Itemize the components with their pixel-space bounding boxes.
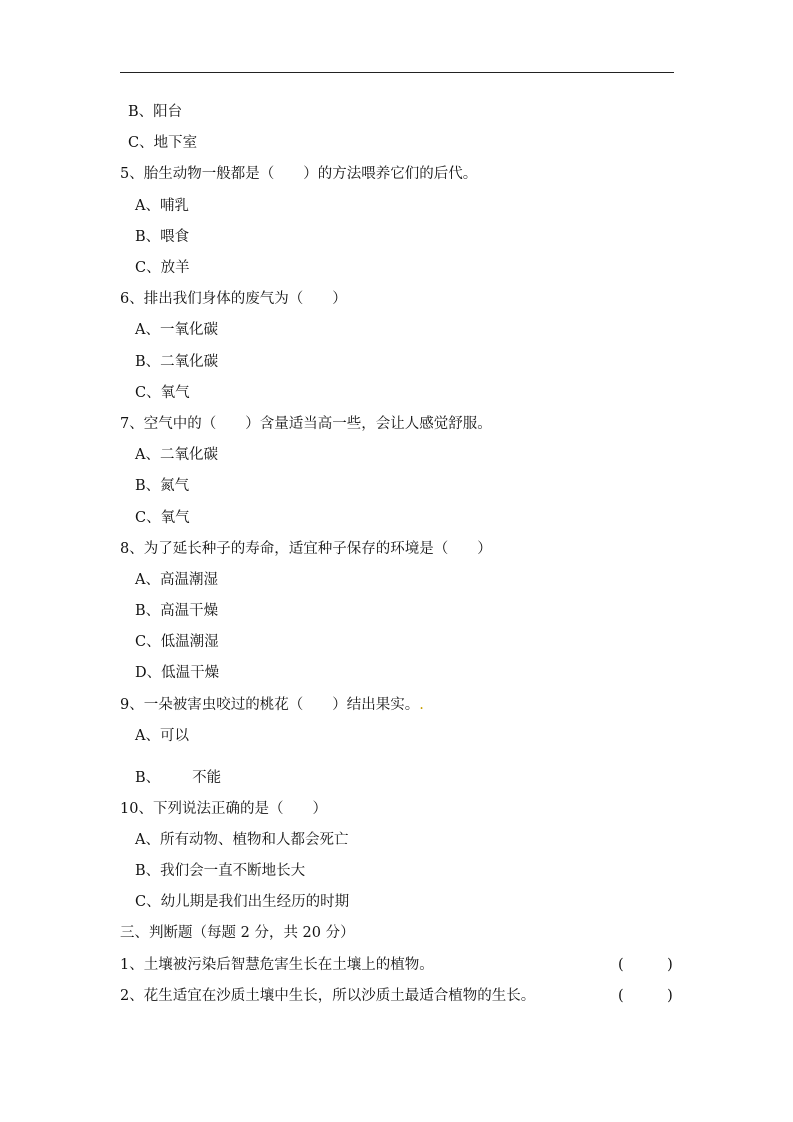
judgment-2-answer-blank: ( ) [618,988,673,1004]
q7-option-a: A、二氧化碳 [135,447,218,463]
q8-option-a: A、高温潮湿 [135,572,218,588]
q8-option-c: C、低温潮湿 [135,634,219,650]
question-9-text: 9、一朵被害虫咬过的桃花（ ）结出果实。 [120,697,420,713]
option-b-balcony: B、阳台 [128,104,183,120]
q9-option-b-prefix: B、 [135,770,161,786]
q5-option-c: C、放羊 [135,260,190,276]
q5-option-a: A、哺乳 [135,198,189,214]
q8-option-b: B、高温干燥 [135,603,219,619]
q7-option-b: B、氮气 [135,478,190,494]
q9-option-b-text: 不能 [192,770,222,786]
q9-option-b [135,768,221,788]
question-8: 8、为了延长种子的寿命，适宜种子保存的环境是（ ） [120,541,492,557]
question-10: 10、下列说法正确的是（ ） [120,801,327,817]
judgment-1-answer-blank: ( ) [618,957,673,973]
q10-option-b: B、我们会一直不断地长大 [135,863,306,879]
q5-option-b: B、喂食 [135,229,190,245]
q7-option-c: C、氧气 [135,510,190,526]
q10-option-a: A、所有动物、植物和人都会死亡 [135,832,349,848]
q6-option-a: A、一氧化碳 [135,322,218,338]
q10-option-c: C、幼儿期是我们出生经历的时期 [135,894,350,910]
judgment-1: 1、土壤被污染后智慧危害生长在土壤上的植物。 [120,957,434,973]
header-rule [120,72,674,73]
q9-option-a: A、可以 [135,728,189,744]
section-3-heading: 三、判断题（每题 2 分，共 20 分） [120,925,355,941]
stray-dot: . [419,697,424,713]
question-7: 7、空气中的（ ）含量适当高一些，会让人感觉舒服。 [120,416,492,432]
q8-option-d: D、低温干燥 [135,665,220,681]
option-c-basement: C、地下室 [128,135,198,151]
question-5: 5、胎生动物一般都是（ ）的方法喂养它们的后代。 [120,166,478,182]
question-6: 6、排出我们身体的废气为（ ） [120,291,347,307]
q6-option-b: B、二氧化碳 [135,354,219,370]
judgment-2: 2、花生适宜在沙质土壤中生长，所以沙质土最适合植物的生长。 [120,988,536,1004]
question-9 [120,695,424,715]
q6-option-c: C、氧气 [135,385,190,401]
